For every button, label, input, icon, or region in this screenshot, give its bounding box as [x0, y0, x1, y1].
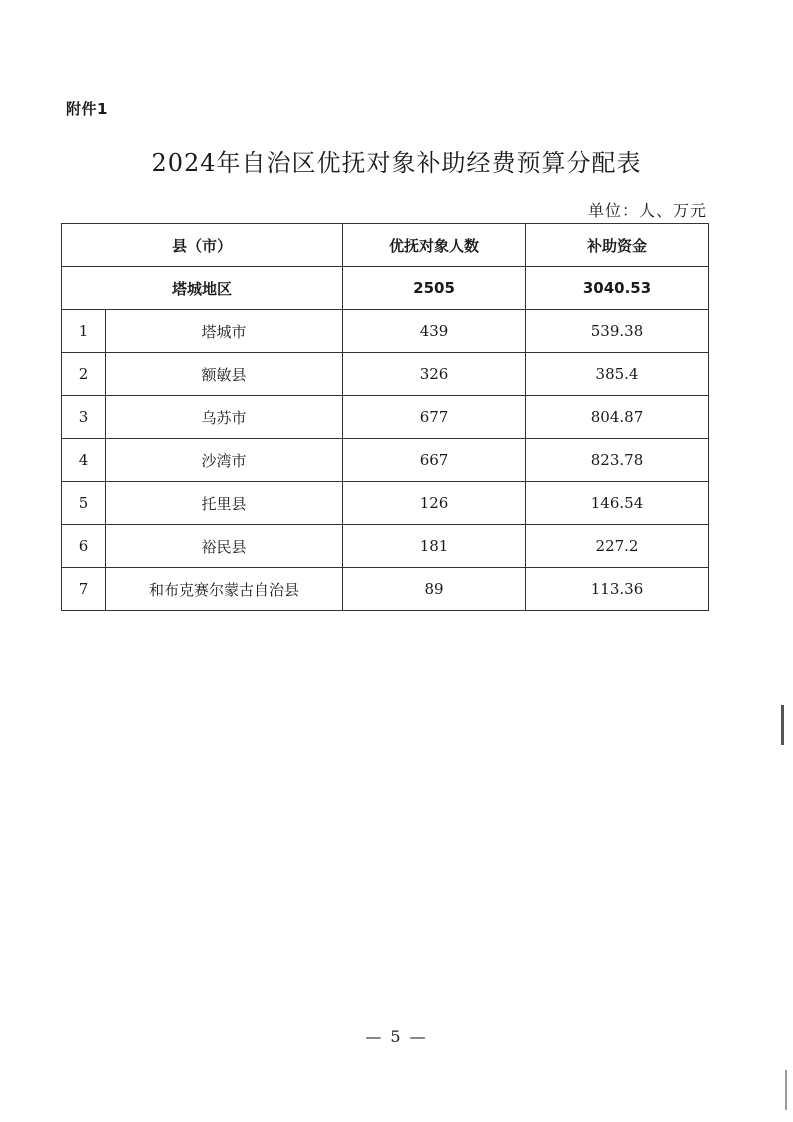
table-row [62, 568, 709, 611]
summary-row [62, 267, 709, 310]
table-row [62, 353, 709, 396]
row-index: 5 [62, 482, 106, 525]
row-index: 6 [62, 525, 106, 568]
summary-recipients: 2505 [343, 267, 526, 310]
table-row [62, 310, 709, 353]
summary-name: 塔城地区 [62, 267, 343, 310]
row-index: 2 [62, 353, 106, 396]
row-funds: 823.78 [526, 439, 709, 482]
row-name: 额敏县 [106, 353, 343, 396]
row-index: 3 [62, 396, 106, 439]
scan-artifact [785, 1070, 787, 1110]
table-row [62, 482, 709, 525]
row-index: 1 [62, 310, 106, 353]
row-funds: 146.54 [526, 482, 709, 525]
row-name: 乌苏市 [106, 396, 343, 439]
table-header-row [62, 224, 709, 267]
document-title: 2024年自治区优抚对象补助经费预算分配表 [151, 149, 642, 177]
row-recipients: 439 [343, 310, 526, 353]
page-number: — 5 — [365, 1027, 428, 1046]
header-county: 县（市） [62, 224, 343, 267]
row-funds: 227.2 [526, 525, 709, 568]
row-recipients: 326 [343, 353, 526, 396]
row-recipients: 181 [343, 525, 526, 568]
row-recipients: 126 [343, 482, 526, 525]
row-name: 沙湾市 [106, 439, 343, 482]
row-index: 7 [62, 568, 106, 611]
row-funds: 539.38 [526, 310, 709, 353]
row-funds: 804.87 [526, 396, 709, 439]
summary-funds: 3040.53 [526, 267, 709, 310]
row-name: 托里县 [106, 482, 343, 525]
row-name: 和布克赛尔蒙古自治县 [106, 568, 343, 611]
table-row [62, 525, 709, 568]
header-funds: 补助资金 [526, 224, 709, 267]
row-recipients: 667 [343, 439, 526, 482]
scan-artifact [781, 705, 784, 745]
table-row [62, 396, 709, 439]
row-recipients: 89 [343, 568, 526, 611]
attachment-label: 附件1 [66, 100, 108, 118]
row-recipients: 677 [343, 396, 526, 439]
table-row [62, 439, 709, 482]
header-recipients: 优抚对象人数 [343, 224, 526, 267]
unit-note: 单位：人、万元 [587, 201, 707, 220]
budget-table [61, 223, 709, 611]
row-funds: 385.4 [526, 353, 709, 396]
row-funds: 113.36 [526, 568, 709, 611]
row-name: 塔城市 [106, 310, 343, 353]
row-index: 4 [62, 439, 106, 482]
row-name: 裕民县 [106, 525, 343, 568]
